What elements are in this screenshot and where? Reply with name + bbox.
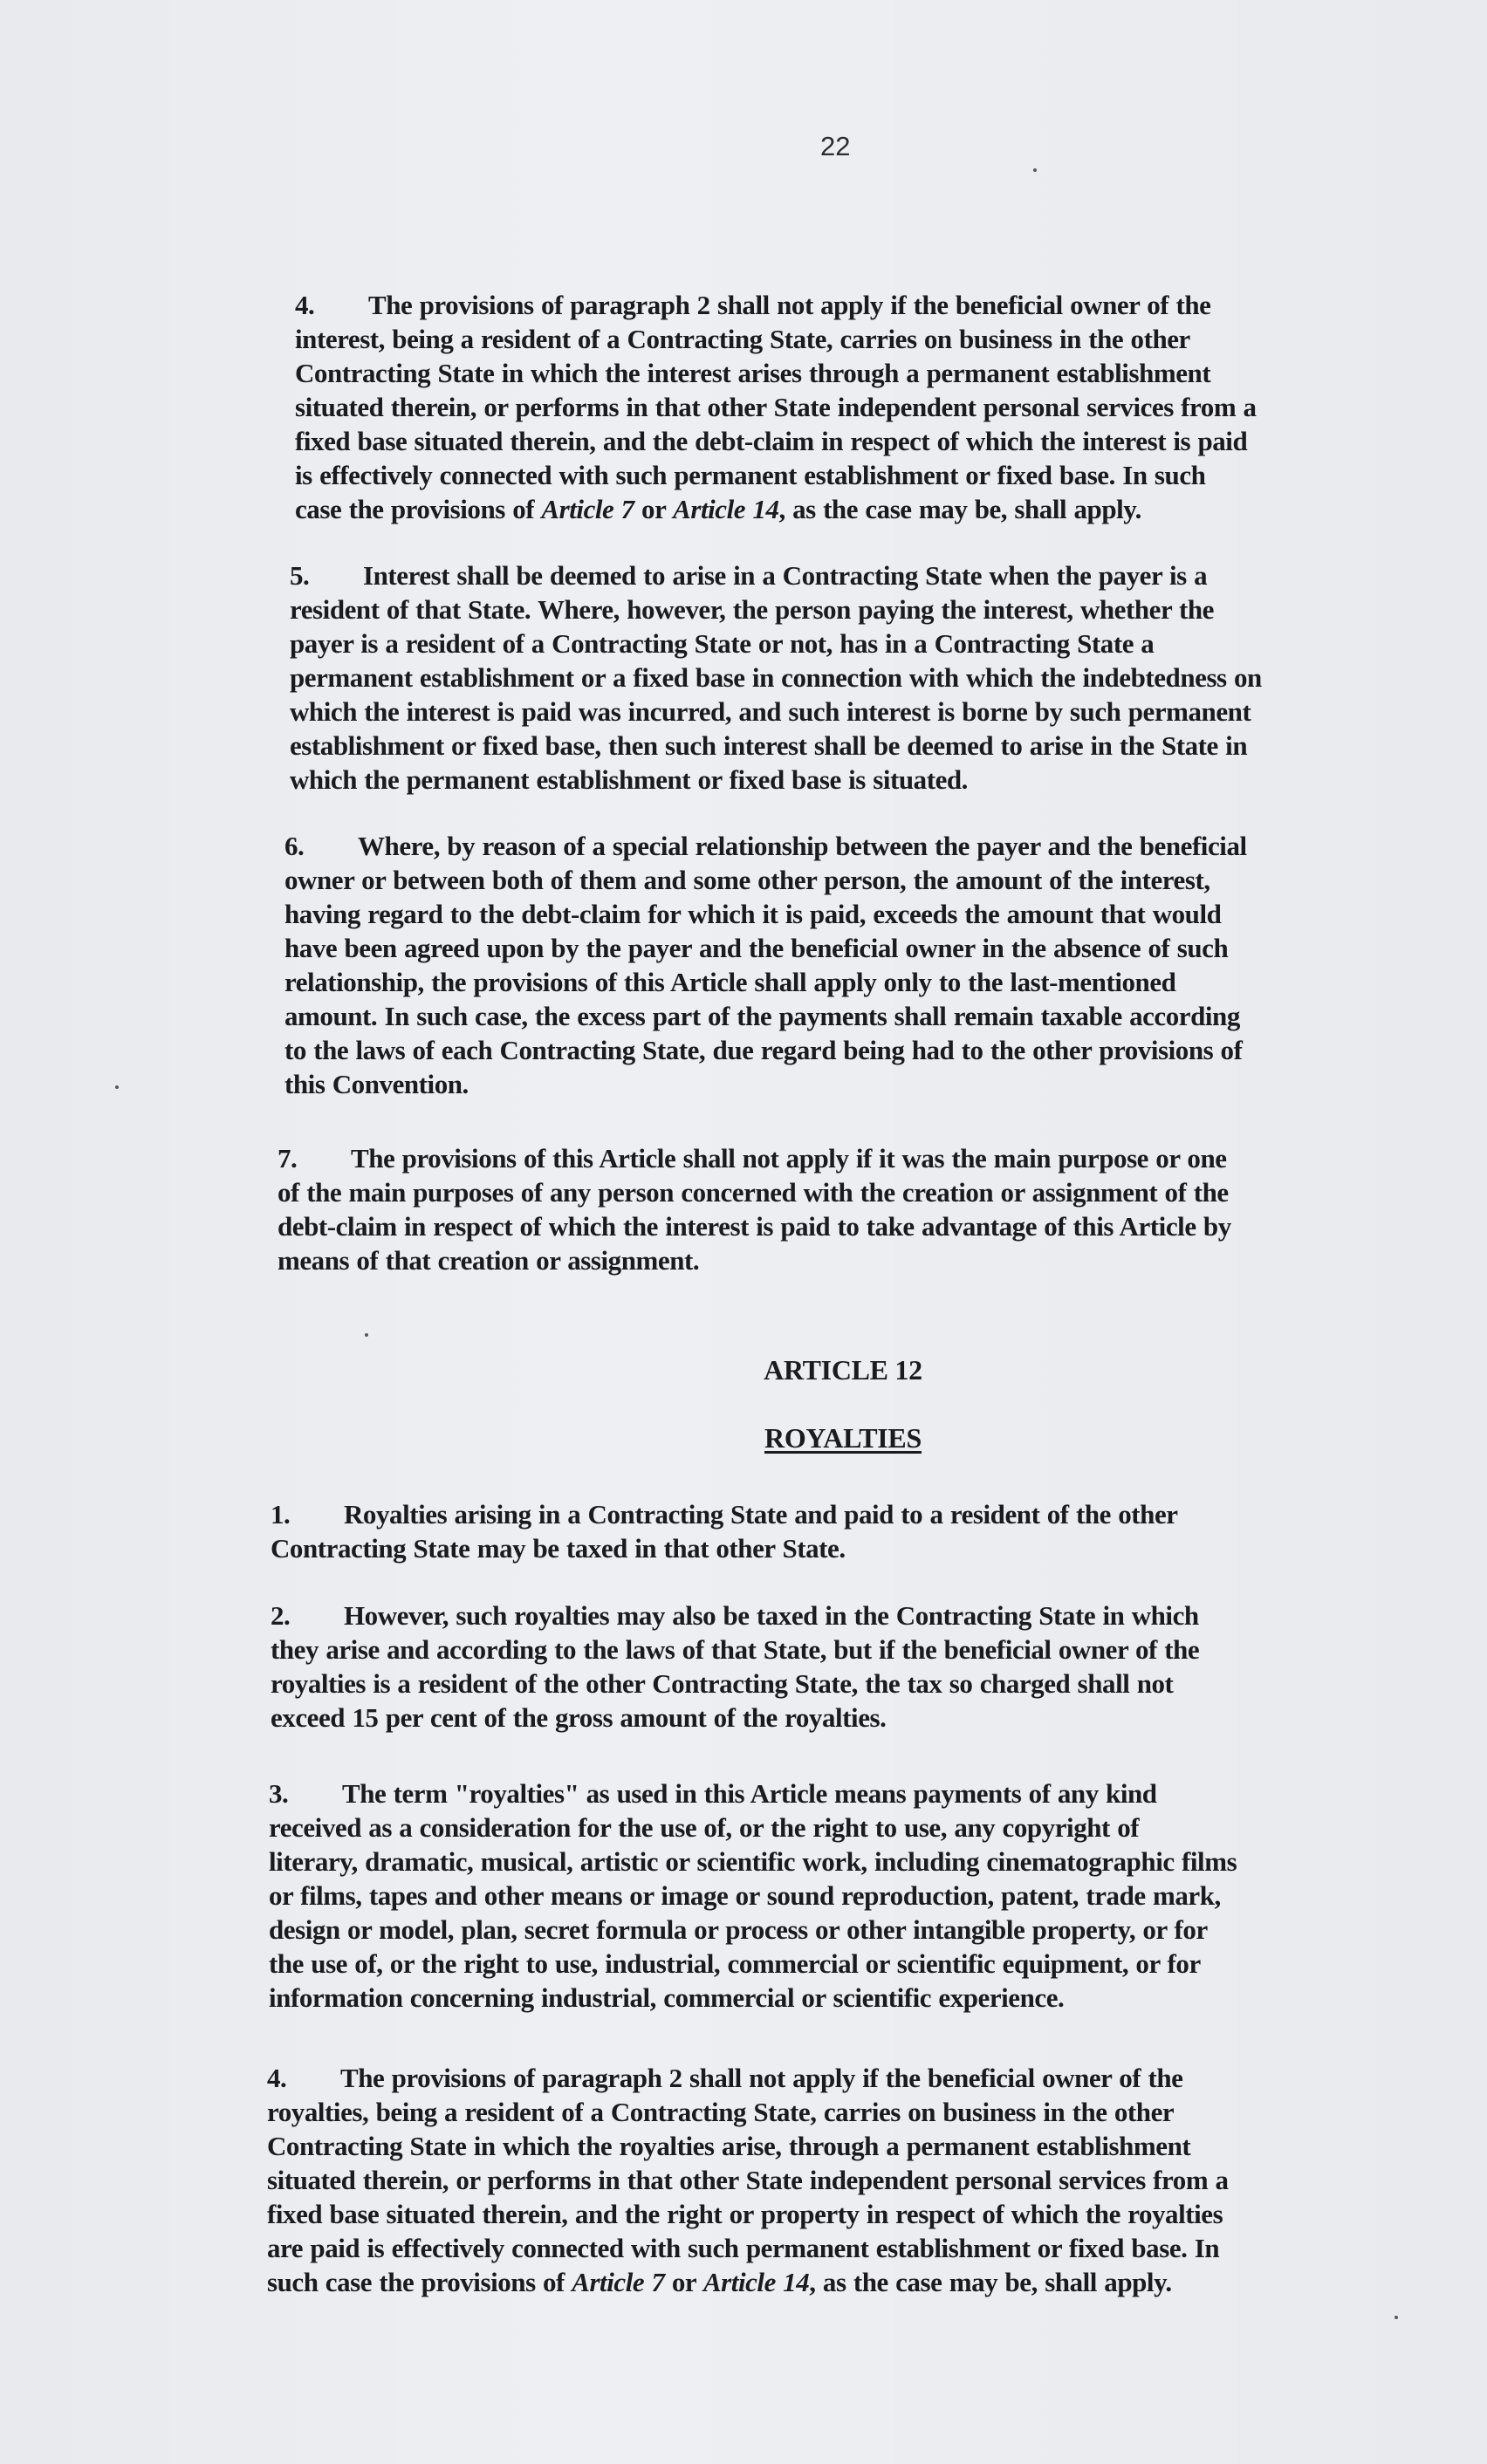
paragraph-line: information concerning industrial, commercial or scientific experience. xyxy=(269,1982,1065,2013)
article-reference: Article 7 xyxy=(541,494,634,524)
paragraph-number: 4. xyxy=(267,2063,287,2093)
paragraph-line: which the interest is paid was incurred, and such interest is borne by such permanent xyxy=(290,696,1251,727)
article-title xyxy=(668,1422,1018,1454)
paragraph-line: resident of that State. Where, however, the person paying the interest, whether the xyxy=(290,594,1214,625)
paragraph-line: situated therein, or performs in that other State independent personal services from a xyxy=(267,2165,1229,2195)
paragraph-line: Contracting State in which the royalties arise, through a permanent establishment xyxy=(267,2131,1191,2161)
paragraph-line: royalties is a resident of the other Contracting State, the tax so charged shall not xyxy=(271,1668,1174,1699)
paragraph-line: Contracting State may be taxed in that other State. xyxy=(271,1533,846,1564)
paragraph-number: 6. xyxy=(284,831,305,861)
scan-speck xyxy=(365,1333,368,1337)
royalties-paragraph-4 xyxy=(267,2061,1393,2299)
paragraph-line: fixed base situated therein, and the debt-claim in respect of which the interest is paid xyxy=(295,426,1248,456)
paragraph-line: owner or between both of them and some other person, the amount of the interest, xyxy=(284,865,1210,895)
paragraph-line: However, such royalties may also be taxed in the Contracting State in which xyxy=(344,1600,1199,1631)
paragraph-line: The provisions of paragraph 2 shall not apply if the beneficial owner of the xyxy=(340,2063,1183,2093)
paragraph-line: which the permanent establishment or fixed base is situated. xyxy=(290,764,968,795)
scan-speck xyxy=(1033,168,1037,172)
paragraph-line: Contracting State in which the interest arises through a permanent establishment xyxy=(295,358,1211,388)
paragraph-line: Royalties arising in a Contracting State and paid to a resident of the other xyxy=(344,1499,1178,1530)
royalties-paragraph-1 xyxy=(271,1497,1379,1565)
paragraph-line: received as a consideration for the use of, or the right to use, any copyright of xyxy=(269,1812,1140,1843)
article-heading: ARTICLE 12 xyxy=(764,1354,922,1386)
paragraph-line: design or model, plan, secret formula or process or other intangible property, or for xyxy=(269,1914,1208,1945)
scan-speck xyxy=(115,1085,119,1089)
article-reference: Article 14 xyxy=(702,2267,810,2297)
paragraph-line: to the laws of each Contracting State, due regard being had to the other provisions of xyxy=(284,1035,1243,1065)
paragraph-line: or films, tapes and other means or image or sound reproduction, patent, trade mark, xyxy=(269,1880,1221,1911)
text-run: , as the case may be, shall apply. xyxy=(778,494,1141,524)
paragraph-line: this Convention. xyxy=(284,1069,469,1099)
text-run: such case the provisions of xyxy=(267,2267,572,2297)
text-run: case the provisions of xyxy=(295,494,542,524)
paragraph-line: they arise and according to the laws of that State, but if the beneficial owner of the xyxy=(271,1634,1200,1665)
paragraph-line: of the main purposes of any person concerned with the creation or assignment of the xyxy=(278,1177,1229,1208)
royalties-paragraph-2 xyxy=(271,1598,1379,1735)
scan-speck xyxy=(1394,2316,1398,2319)
paragraph-line: means of that creation or assignment. xyxy=(278,1245,700,1276)
paragraph-line-with-references xyxy=(267,2265,1393,2299)
text-run: or xyxy=(634,494,674,524)
interest-paragraph-4 xyxy=(295,288,1377,526)
paragraph-line: relationship, the provisions of this Article shall apply only to the last-mentioned xyxy=(284,967,1176,997)
paragraph-line: having regard to the debt-claim for which it is paid, exceeds the amount that would xyxy=(284,899,1222,929)
paragraph-line-with-references xyxy=(295,492,1377,526)
paragraph-number: 5. xyxy=(290,560,310,591)
text-run: , as the case may be, shall apply. xyxy=(809,2267,1172,2297)
text-run: or xyxy=(664,2267,703,2297)
paragraph-line: situated therein, or performs in that other State independent personal services from a xyxy=(295,392,1257,422)
article-reference: Article 7 xyxy=(572,2267,665,2297)
paragraph-line: payer is a resident of a Contracting State or not, has in a Contracting State a xyxy=(290,628,1155,659)
interest-paragraph-7 xyxy=(278,1141,1386,1277)
paragraph-line: Interest shall be deemed to arise in a Contracting State when the payer is a xyxy=(363,560,1208,591)
paragraph-line: literary, dramatic, musical, artistic or scientific work, including cinematographic films xyxy=(269,1846,1237,1877)
interest-paragraph-5 xyxy=(290,558,1389,797)
paragraph-line: amount. In such case, the excess part of the payments shall remain taxable according xyxy=(284,1001,1240,1031)
paragraph-line: fixed base situated therein, and the right or property in respect of which the royalties xyxy=(267,2199,1223,2229)
page-number: 22 xyxy=(820,131,851,161)
paragraph-line: The provisions of this Article shall not apply if it was the main purpose or one xyxy=(351,1143,1227,1174)
article-title-text: ROYALTIES xyxy=(764,1422,922,1454)
paragraph-number: 7. xyxy=(278,1143,298,1174)
paragraph-line: exceed 15 per cent of the gross amount of the royalties. xyxy=(271,1702,887,1733)
paragraph-number: 3. xyxy=(269,1778,289,1809)
paragraph-line: the use of, or the right to use, industrial, commercial or scientific equipment, or for xyxy=(269,1948,1201,1979)
paragraph-line: Where, by reason of a special relationship between the payer and the beneficial xyxy=(358,831,1247,861)
paragraph-number: 2. xyxy=(271,1600,291,1631)
paragraph-line: interest, being a resident of a Contracting State, carries on business in the other xyxy=(295,324,1190,354)
paragraph-line: royalties, being a resident of a Contracting State, carries on business in the other xyxy=(267,2097,1175,2127)
paragraph-line: debt-claim in respect of which the interest is paid to take advantage of this Article by xyxy=(278,1211,1231,1242)
article-reference: Article 14 xyxy=(673,494,779,524)
paragraph-line: The provisions of paragraph 2 shall not apply if the beneficial owner of the xyxy=(368,290,1211,320)
paragraph-line: permanent establishment or a fixed base in connection with which the indebtedness on xyxy=(290,662,1262,693)
paragraph-line: establishment or fixed base, then such interest shall be deemed to arise in the State in xyxy=(290,730,1248,761)
paragraph-number: 4. xyxy=(295,290,315,320)
paragraph-number: 1. xyxy=(271,1499,291,1530)
interest-paragraph-6 xyxy=(284,829,1393,1101)
paragraph-line: have been agreed upon by the payer and the beneficial owner in the absence of such xyxy=(284,933,1229,963)
paragraph-line: The term "royalties" as used in this Article means payments of any kind xyxy=(342,1778,1157,1809)
paragraph-line: is effectively connected with such permanent establishment or fixed base. In such xyxy=(295,460,1206,490)
paragraph-line: are paid is effectively connected with such permanent establishment or fixed base. In xyxy=(267,2233,1220,2263)
royalties-paragraph-3 xyxy=(269,1776,1386,2015)
